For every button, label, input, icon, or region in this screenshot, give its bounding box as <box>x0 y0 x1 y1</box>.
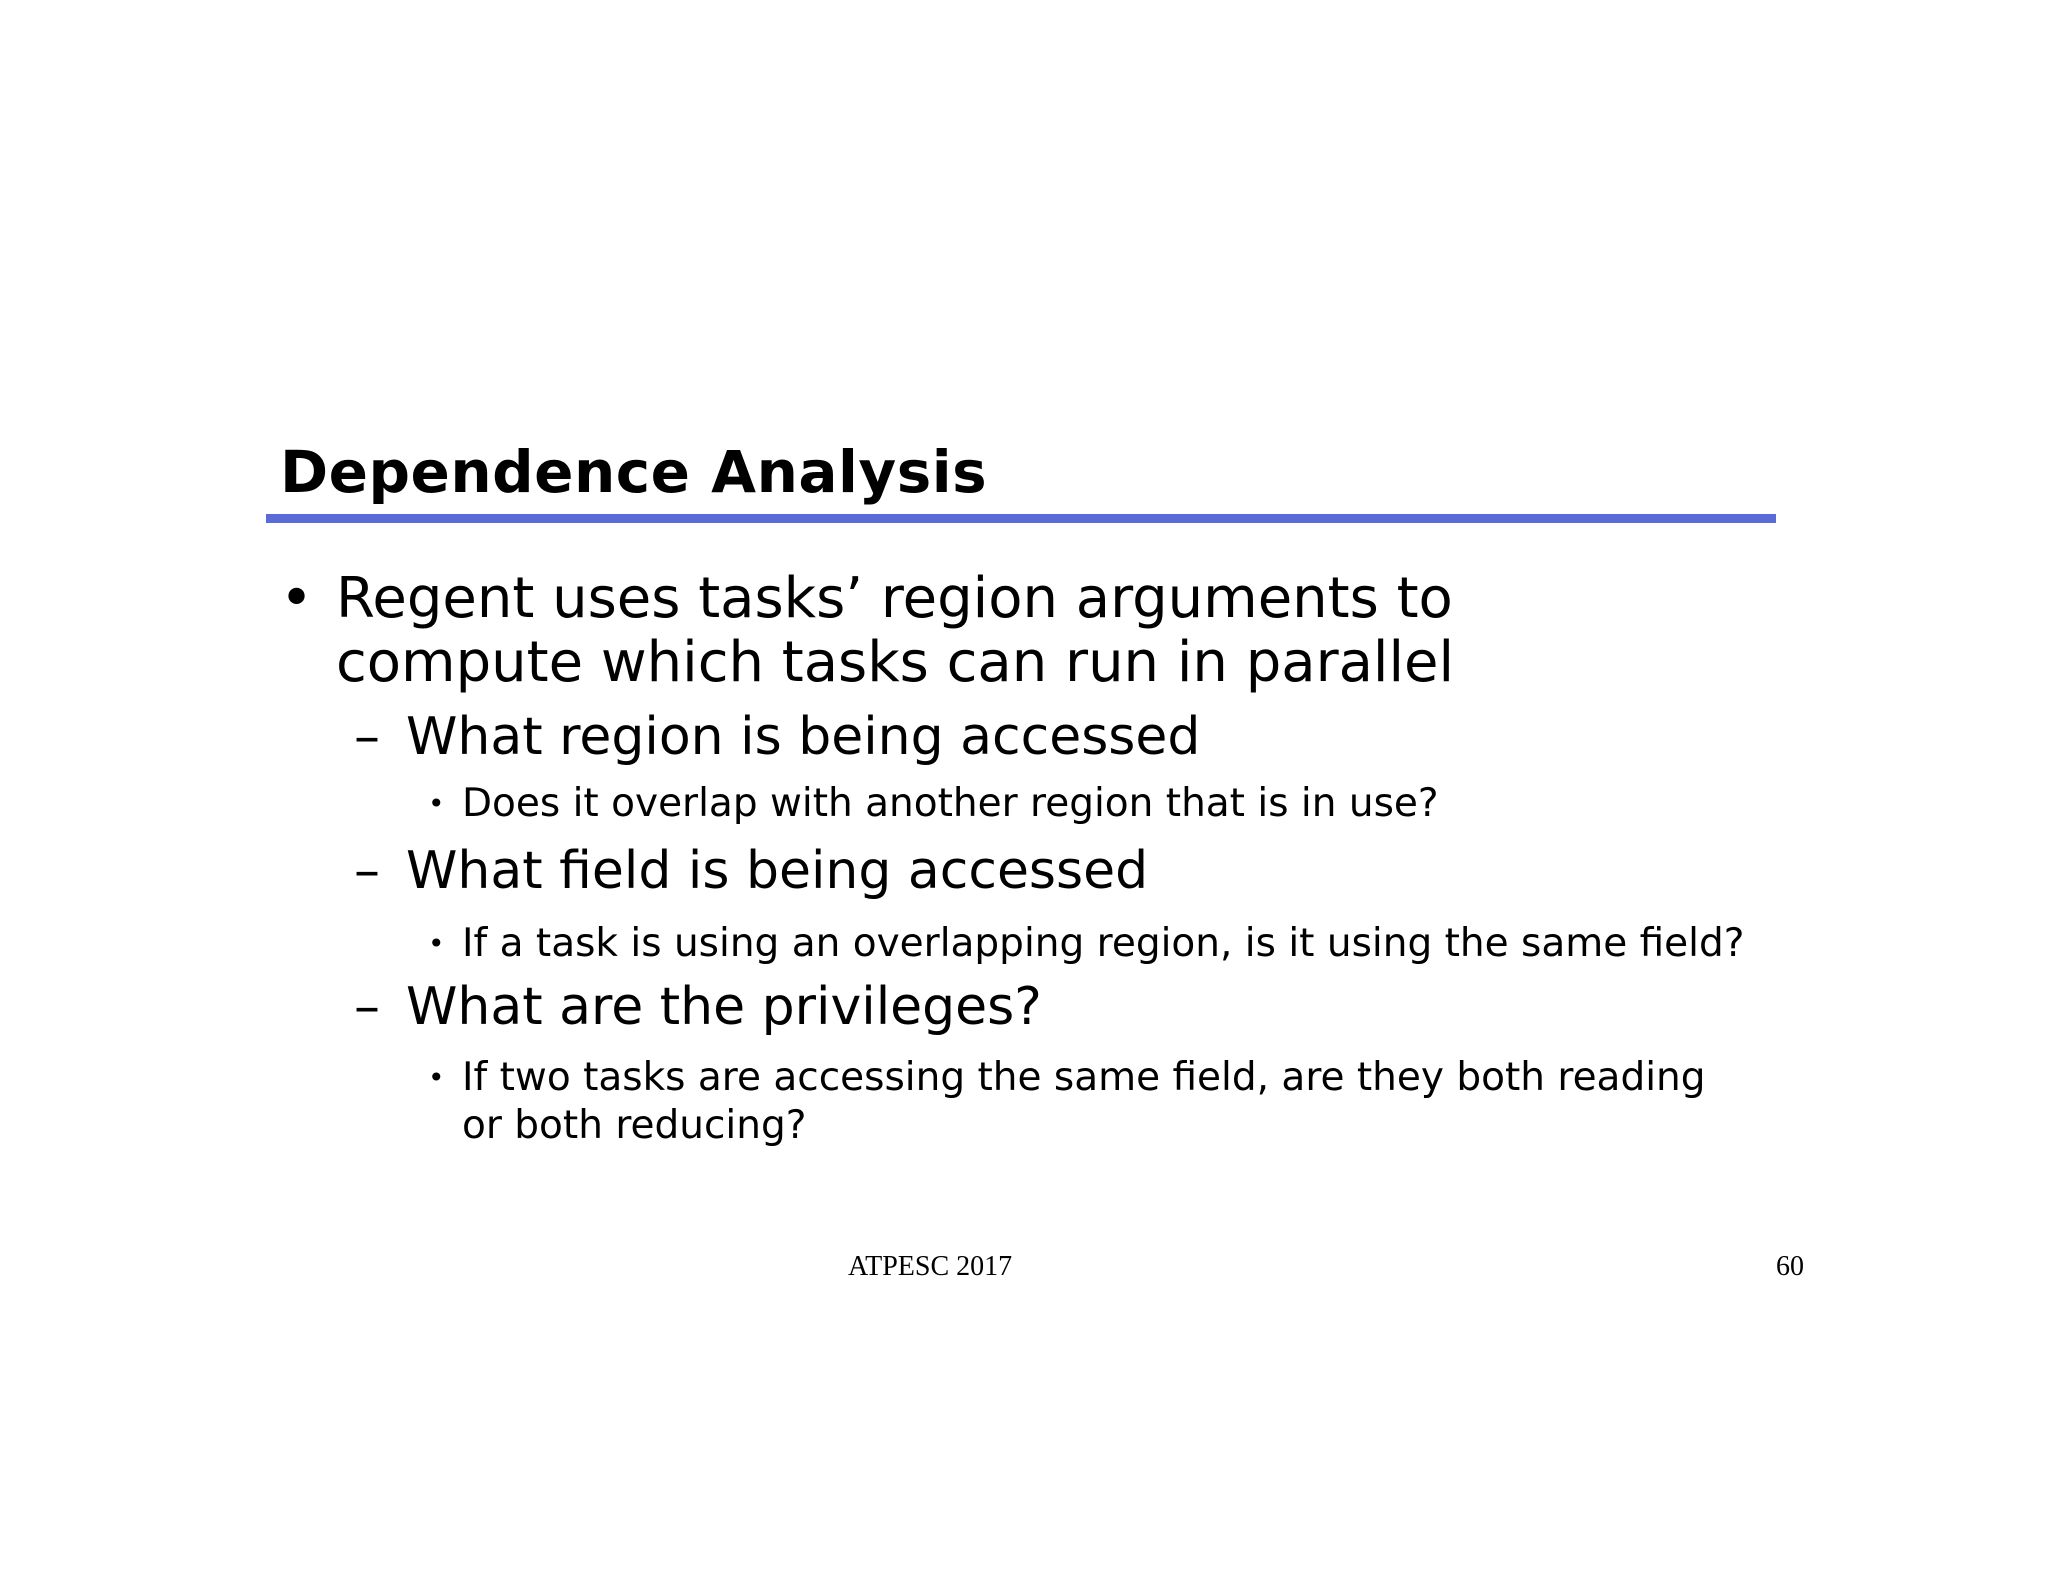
footer-event: ATPESC 2017 <box>848 1251 1013 1282</box>
sub-bullet-text: What region is being accessed <box>406 707 1201 767</box>
small-bullet-marker: • <box>428 787 445 820</box>
small-bullet-marker: • <box>428 927 445 960</box>
detail-bullet-text-line2: or both reducing? <box>462 1103 807 1148</box>
detail-bullet-text: If a task is using an overlapping region, is it using the same field? <box>462 921 1745 966</box>
small-bullet-marker: • <box>428 1061 445 1094</box>
slide-title: Dependence Analysis <box>280 438 988 506</box>
title-underline <box>266 514 1776 523</box>
detail-bullet-text-line1: If two tasks are accessing the same field, are they both reading <box>462 1055 1706 1100</box>
sub-bullet-text: What field is being accessed <box>406 841 1149 901</box>
page-number: 60 <box>1776 1251 1804 1282</box>
bullet-text-line2: compute which tasks can run in parallel <box>336 630 1455 695</box>
dash-marker: – <box>354 707 380 767</box>
sub-bullet-text: What are the privileges? <box>406 977 1042 1037</box>
bullet-marker: • <box>280 566 314 631</box>
dash-marker: – <box>354 841 380 901</box>
bullet-text-line1: Regent uses tasks’ region arguments to <box>336 566 1453 631</box>
dash-marker: – <box>354 977 380 1037</box>
detail-bullet-text: Does it overlap with another region that is in use? <box>462 781 1439 826</box>
